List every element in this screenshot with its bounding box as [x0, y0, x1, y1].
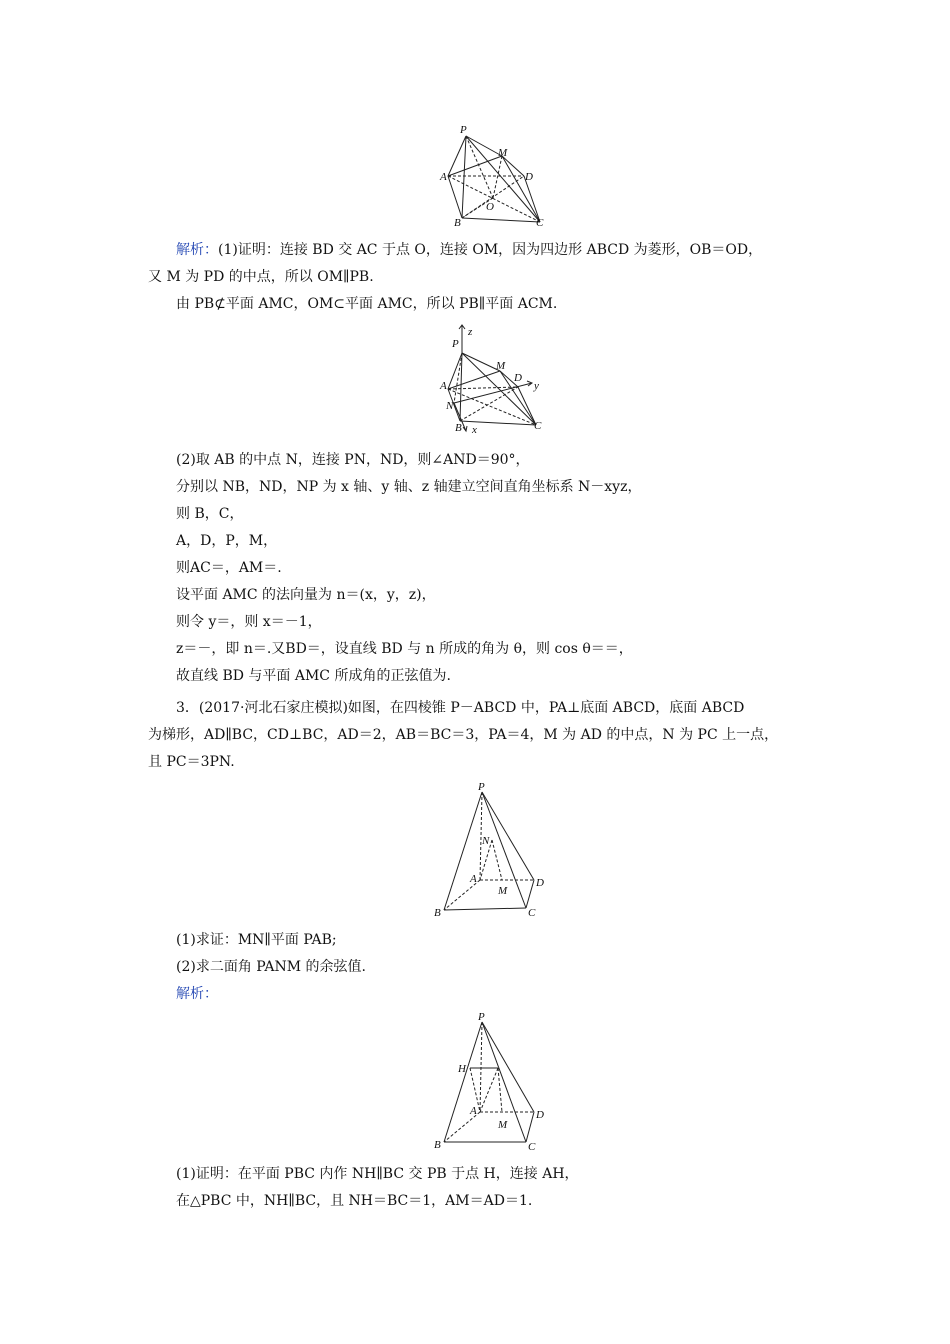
- solution-line-12: 故直线 BD 与平面 AMC 所成角的正弦值为.: [176, 668, 451, 684]
- fig2-label-M: M: [496, 360, 506, 372]
- fig4-label-H: H: [458, 1063, 466, 1075]
- fig4-label-C: C: [528, 1141, 536, 1152]
- fig3-label-N: N: [482, 835, 490, 847]
- solution-line-3: 由 PB⊄平面 AMC，OM⊂平面 AMC，所以 PB∥平面 ACM.: [176, 296, 558, 312]
- fig4-label-M: M: [498, 1119, 508, 1131]
- solution-line-1: [176, 240, 762, 260]
- solution-line-7: A，D，P，M，: [176, 533, 278, 549]
- solution-text-1: (1)证明：连接 BD 交 AC 于点 O，连接 OM，因为四边形 ABCD 为菱形，OB＝OD，: [218, 242, 763, 258]
- fig3-label-A: A: [470, 873, 477, 885]
- fig1-label-A: A: [440, 171, 447, 183]
- figure-1-rhombus-pyramid: [436, 122, 556, 230]
- solution-label-2: 解析：: [176, 986, 218, 1002]
- fig4-label-A: A: [470, 1105, 477, 1117]
- figure-2-coordinate-system: [436, 323, 556, 438]
- fig3-label-B: B: [434, 907, 441, 919]
- fig2-label-x: x: [472, 424, 477, 436]
- fig4-label-B: B: [434, 1139, 441, 1151]
- problem-3-line-2: 为梯形，AD∥BC，CD⊥BC，AD＝2，AB＝BC＝3，PA＝4，M 为 AD 的中点，N 为 PC 上一点，: [148, 727, 779, 743]
- solution-line-11: z＝－，即 n＝.又BD＝，设直线 BD 与 n 所成的角为 θ，则 cos θ＝＝，: [176, 641, 633, 657]
- fig3-label-P: P: [478, 781, 485, 793]
- fig2-label-y: y: [534, 380, 539, 392]
- fig1-label-O: O: [486, 201, 494, 213]
- fig3-label-D: D: [536, 877, 544, 889]
- solution-line-8: 则AC＝，AM＝.: [176, 560, 282, 576]
- solution-line-6: 则 B，C，: [176, 506, 244, 522]
- fig2-label-N: N: [446, 400, 454, 412]
- solution-2-line-2: 在△PBC 中，NH∥BC，且 NH＝BC＝1，AM＝AD＝1.: [176, 1193, 533, 1209]
- fig3-label-M: M: [498, 885, 508, 897]
- solution-line-9: 设平面 AMC 的法向量为 n＝(x，y，z)，: [176, 587, 436, 603]
- fig1-label-M: M: [498, 147, 508, 159]
- fig2-label-D: D: [514, 372, 522, 384]
- fig2-label-C: C: [534, 420, 542, 432]
- fig1-label-C: C: [536, 217, 544, 229]
- fig4-label-D: D: [536, 1109, 544, 1121]
- figure-3-trapezoid-pyramid: [430, 780, 560, 920]
- solution-line-2: 又 M 为 PD 的中点，所以 OM∥PB.: [148, 269, 374, 285]
- fig2-label-A: A: [440, 380, 447, 392]
- problem-3-question-2: (2)求二面角 PANM 的余弦值.: [176, 959, 367, 975]
- solution-2-line-1: (1)证明：在平面 PBC 内作 NH∥BC 交 PB 于点 H，连接 AH，: [176, 1166, 579, 1182]
- problem-3-question-1: (1)求证：MN∥平面 PAB;: [176, 932, 337, 948]
- fig1-label-D: D: [525, 171, 533, 183]
- figure-4-pyramid-with-H: [430, 1012, 560, 1152]
- solution-line-10: 则令 y＝，则 x＝－1，: [176, 614, 322, 630]
- problem-3-line-1: 3．(2017·河北石家庄模拟)如图，在四棱锥 P－ABCD 中，PA⊥底面 ABCD，底面 ABCD: [176, 700, 745, 716]
- solution-line-4: (2)取 AB 的中点 N，连接 PN，ND，则∠AND＝90°，: [176, 452, 530, 468]
- problem-3-line-3: 且 PC＝3PN.: [148, 754, 235, 770]
- fig2-label-B: B: [455, 422, 462, 434]
- fig4-label-P: P: [478, 1012, 485, 1023]
- fig3-label-C: C: [528, 907, 536, 919]
- fig1-label-P: P: [460, 124, 467, 136]
- fig2-label-P: P: [452, 338, 459, 350]
- solution-line-5: 分别以 NB，ND，NP 为 x 轴、y 轴、z 轴建立空间直角坐标系 N－xyz，: [176, 479, 642, 495]
- fig1-label-B: B: [454, 217, 461, 229]
- fig2-label-z: z: [468, 326, 473, 338]
- solution-label: 解析：: [176, 242, 218, 258]
